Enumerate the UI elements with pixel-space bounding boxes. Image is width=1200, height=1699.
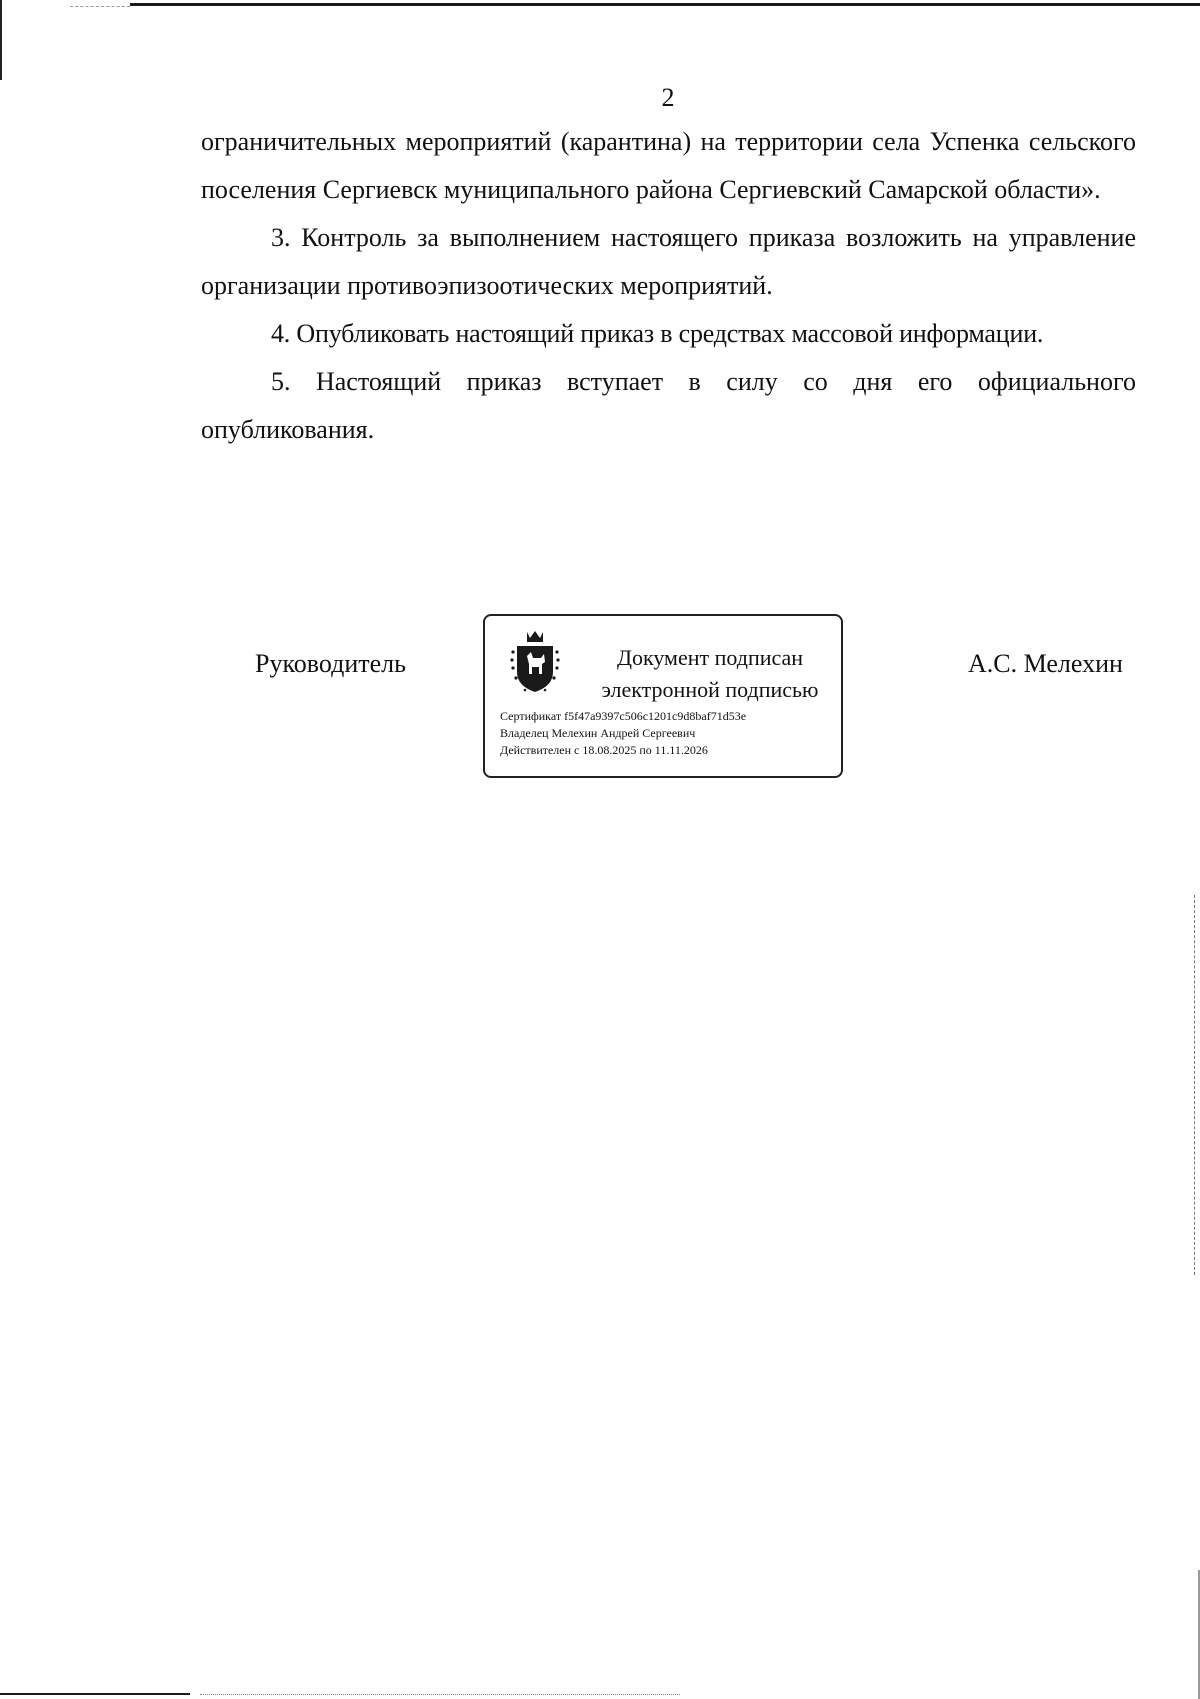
document-body	[201, 118, 1136, 454]
stamp-certificate-details	[500, 708, 746, 759]
scan-artifact-top-dash	[70, 6, 130, 8]
page-number: 2	[661, 83, 675, 112]
signer-name: А.С. Мелехин	[968, 649, 1123, 678]
stamp-heading	[585, 642, 835, 706]
signer-position-title: Руководитель	[255, 649, 406, 678]
paragraph-item-3: 3. Контроль за выполнением настоящего приказа возложить на управление организации противоэпизоотических мероприятий.	[201, 223, 1136, 300]
paragraph-continuation: ограничительных мероприятий (карантина) на территории села Успенка сельского поселения Сергиевск муниципального района Сергиевский Самарской области».	[201, 127, 1136, 204]
scan-artifact-top-line	[130, 3, 1200, 6]
scan-artifact-bottom-line	[0, 1693, 190, 1695]
stamp-certificate: Сертификат f5f47a9397c506c1201c9d8baf71d53e	[500, 709, 747, 723]
stamp-validity: Действителен с 18.08.2025 по 11.11.2026	[500, 743, 708, 757]
stamp-heading-line-2: электронной подписью	[601, 677, 819, 702]
paragraph-item-5: 5. Настоящий приказ вступает в силу со дня его официального опубликования.	[201, 367, 1136, 444]
scan-artifact-left-edge	[0, 0, 2, 80]
stamp-heading-line-1: Документ подписан	[616, 645, 804, 670]
stamp-owner: Владелец Мелехин Андрей Сергеевич	[500, 726, 696, 740]
scan-artifact-right-edge	[1194, 895, 1196, 1275]
paragraph-item-4: 4. Опубликовать настоящий приказ в средствах массовой информации.	[271, 319, 1044, 348]
electronic-signature-stamp	[483, 614, 843, 778]
scan-artifact-bottom-dash	[200, 1694, 680, 1696]
samara-coat-of-arms-icon	[507, 628, 563, 696]
